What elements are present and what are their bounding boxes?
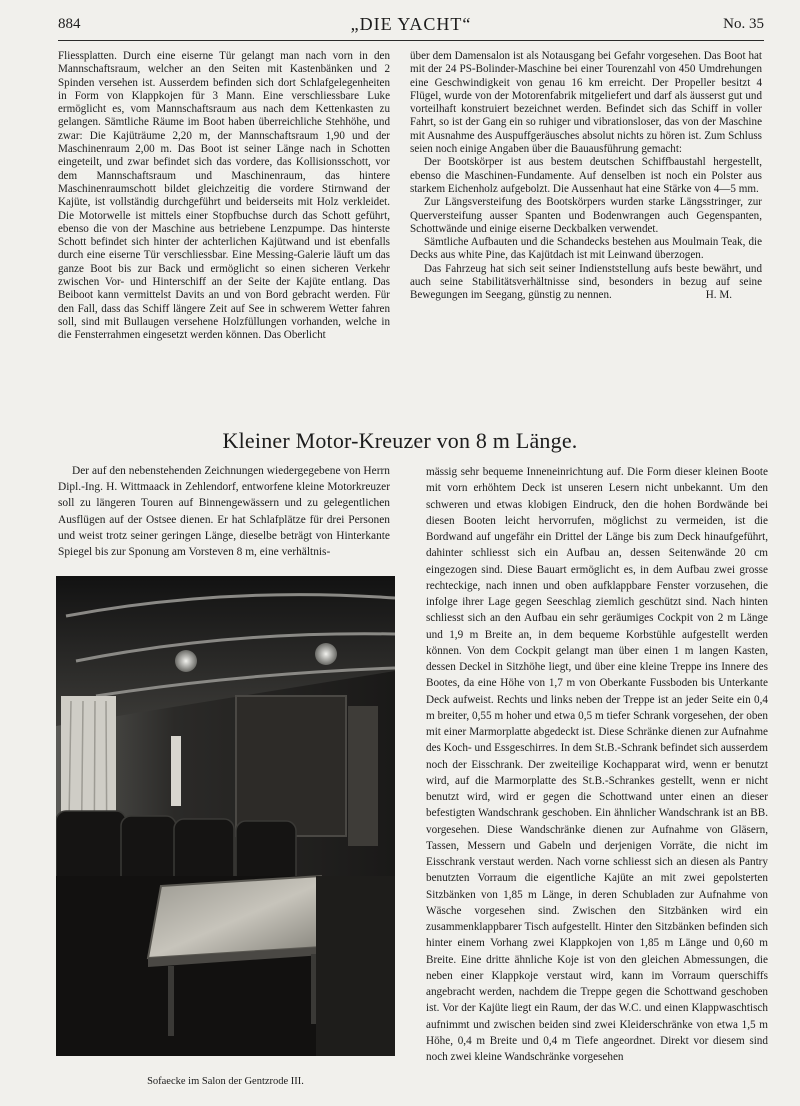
- photo-caption: Sofaecke im Salon der Gentzrode III.: [147, 1076, 304, 1087]
- paragraph: Fliessplatten. Durch eine eiserne Tür gelangt man nach vorn in den Mannschaftsraum, welcher an den Seiten mit Kastenbänken und 2 Spinden versehen ist. Ausserdem befinden sich dort Schlafgelegenheiten in Form von Klappkojen für 3 Mann. Eine verschliessbare Luke ermöglicht es, vom Mannschaftsraum aus nach dem Kettenkasten zu gelangen. Sämtliche Räume im Boot haben überreichliche Stehhöhe, und zwar: Die Kajüträume 2,20 m, der Mannschaftsraum 1,90 und der Maschinenraum 2,00 m. Das Boot ist seiner Länge nach in Schotten eingeteilt, und zwar befindet sich das vordere, das Kollisionsschott, vor dem Mannschaftsraum und Maschinenraum, das hintere Maschinenraumschott bildet gleichzeitig die vordere Stirnwand der Kajüte, ist vollständig durchgeführt und beiderseits mit Holz verkleidet. Die Motorwelle ist mittels einer Stopfbuchse durch das Schott geführt, ebenso die von der Maschine aus betriebene Lenzpumpe. Das hinterste Schott befindet sich hinter der achterlichen Kajütwand und ist ebenfalls durch eine eiserne Tür verschliessbar. Eine Messing-Galerie läuft um das ganze Boot bis zur Back und ermöglicht so einen sicheren Verkehr zwischen Vor- und Hinterschiff an der Seite der Kajüte entlang. Das Beiboot kann vermittelst Davits an und von Bord gebracht werden. Für den Fall, dass das Schiff längere Zeit auf See in schwerem Wetter fahren soll, sind mit Bullaugen versehene Holzfüllungen vorhanden, welche in die Fensterrahmen eingesetzt werden können. Das Oberlicht: [58, 50, 390, 342]
- paragraph-text: Das Fahrzeug hat sich seit seiner Indienststellung aufs beste bewährt, und auch seine Stabilitätsverhältnisse sind, besonders in bezug auf seine Bewegungen im Seegang, günstig zu nennen.: [410, 262, 762, 302]
- article-intro: [58, 463, 390, 573]
- article-right-column: [426, 464, 768, 1100]
- author-signature: H. M.: [705, 289, 732, 302]
- paragraph: [410, 263, 762, 303]
- issue-number: No. 35: [723, 16, 764, 32]
- salon-photo-illustration: [56, 576, 395, 1056]
- previous-article-right-column: [410, 50, 762, 396]
- page-number: 884: [58, 16, 81, 32]
- paragraph: Der Bootskörper ist aus bestem deutschen Schiffbaustahl hergestellt, ebenso die Maschinen-Fundamente. Auf denselben ist noch ein Polster aus starkem Eichenholz aufgebolzt. Die Aussenhaut hat eine Stärke von 4—5 mm.: [410, 156, 762, 195]
- paragraph: Der auf den nebenstehenden Zeichnungen wiedergegebene von Herrn Dipl.-Ing. H. Wittmaack in Zehlendorf, entworfene kleine Motorkreuzer soll zu längeren Touren auf Binnengewässern und zu gelegentlichen Ausflügen auf der Ostsee dienen. Er hat Schlafplätze für drei Personen und weist trotz seiner geringen Länge, dieselbe beträgt von Hinterkante Spiegel bis zur Sponung am Vorsteven 8 m, eine verhältnis-: [58, 465, 390, 559]
- paragraph: über dem Damensalon ist als Notausgang bei Gefahr vorgesehen. Das Boot hat mit der 24 PS-Bolinder-Maschine bei einer Tourenzahl von 450 Umdrehungen eine Geschwindigkeit von genau 16 km erreicht. Der Propeller besitzt 4 Flügel, wurde von der Motorenfabrik mitgeliefert und darf als äusserst gut und vorteilhaft konstruiert bezeichnet werden. Befindet sich das Schiff in voller Fahrt, so ist der Gang ein so ruhiger und vibrationsloser, das von der Maschine mit Ausnahme des Auspuffgeräusches absolut nichts zu hören ist. Zum Schluss seien noch einige Angaben über die Bauausführung gemacht:: [410, 50, 762, 156]
- article-title: Kleiner Motor-Kreuzer von 8 m Länge.: [222, 428, 578, 453]
- paragraph: Zur Längsversteifung des Bootskörpers wurden starke Längsstringer, zur Querversteifung ausser Spanten und Bodenwrangen auch Gegenspanten, Schottwände und einige eiserne Deckbalken verwendet.: [410, 196, 762, 235]
- paragraph: mässig sehr bequeme Inneneinrichtung auf. Die Form dieser kleinen Boote mit vorn erhöhtem Deck ist unseren Lesern nicht unbekannt. Um den schweren und etwas klobigen Eindruck, den die hohen Bordwände bei diesen Booten leicht hervorrufen, möglichst zu vermeiden, ist die Bordwand auf ungefähr ein Drittel der Länge bis zum Deck hinaufgeführt, dahinter schliesst sich ein Aufbau an, dessen Seitenwände 20 cm eingezogen sind. Diese Bauart ermöglicht es, in dem Aufbau zwei grosse rechteckige, nach innen und oben aufklappbare Fenster vorzusehen, die infolge ihrer Lage gegen Seeschlag ziemlich geschützt sind. Nach hinten schliesst sich an den Aufbau ein sehr geräumiges Cockpit von 2 m Länge und 1,9 m Breite an, in dem bequeme Korbstühle aufgestellt werden können. Von dem Cockpit gelangt man über einen 1 m langen Kasten, dessen Deckel in Sitzhöhe liegt, und über eine kleine Treppe ins Innere des Bootes, da eine Höhe von 1,7 m von Oberkante Fussboden bis Unterkante Deck aufweist. Rechts und links neben der Treppe ist an jeder Seite ein 0,4 m breiter, 0,55 m hoher und etwa 0,5 m tiefer Schrank vorgesehen, der oben mit einer Marmorplatte abgedeckt ist. Diese Schränke dienen zur Aufnahme des Koch- und Essgeschirres. In dem St.B.-Schrank befindet sich ausserdem noch der Eisschrank. Der zweiteilige Kochapparat wird, wenn er benutzt wird, auf die Marmorplatte des St.B.-Schrankes gestellt, wenn er nicht benutzt wird, wird er gegen die Schottwand unter einen an dieser befestigten Wandschrank geschoben. Ein ähnlicher Wandschrank ist an BB. vorgesehen. Diese Wandschränke dienen zur Aufnahme von Gläsern, Tassen, Messern und Gabeln und derjenigen Vorräte, die nicht im Eisschrank verstaut werden. Nach vorne schliesst sich an diesen als Pantry benutzten Vorraum die eigentliche Kajüte an mit zwei gepolsterten Sitzbänken von 1,85 m Länge, in deren Schubladen zur Aufnahme von Wäsche vorgesehen sind. Zwischen den Sitzbänken wird ein zusammenklappbarer Tisch aufgestellt. Hinter den Sitzbänken befinden sich hinter einem Vorhang zwei Klappkojen von 1,85 m Länge und 0,60 m Breite. Eine dritte ähnliche Koje ist von den gleichen Abmessungen, die neben einer Klappkoje verstaut wird, kann im Vorraum querschiffs angebracht werden, nachdem die Treppe gegen die Schottwand geschoben ist. Vor der Kajüte liegt ein Raum, der das W.C. und einen Klappwaschtisch aufnimmt und zwischen beiden sind zwei Kleiderschränke von etwa 1,5 m Höhe, 0,4 m Breite und 0,4 m Tiefe angeordnet. Direkt vor diesem sind noch zwei kleine Wandschränke vorgesehen: [426, 466, 768, 1063]
- paragraph: Sämtliche Aufbauten und die Schandecks bestehen aus Moulmain Teak, die Decks aus white Pine, das Kajütdach ist mit Leinwand überzogen.: [410, 236, 762, 262]
- running-header: [58, 14, 764, 41]
- salon-photograph: [56, 576, 395, 1056]
- previous-article-left-column: [58, 50, 390, 388]
- magazine-title: „DIE YACHT“: [350, 14, 472, 34]
